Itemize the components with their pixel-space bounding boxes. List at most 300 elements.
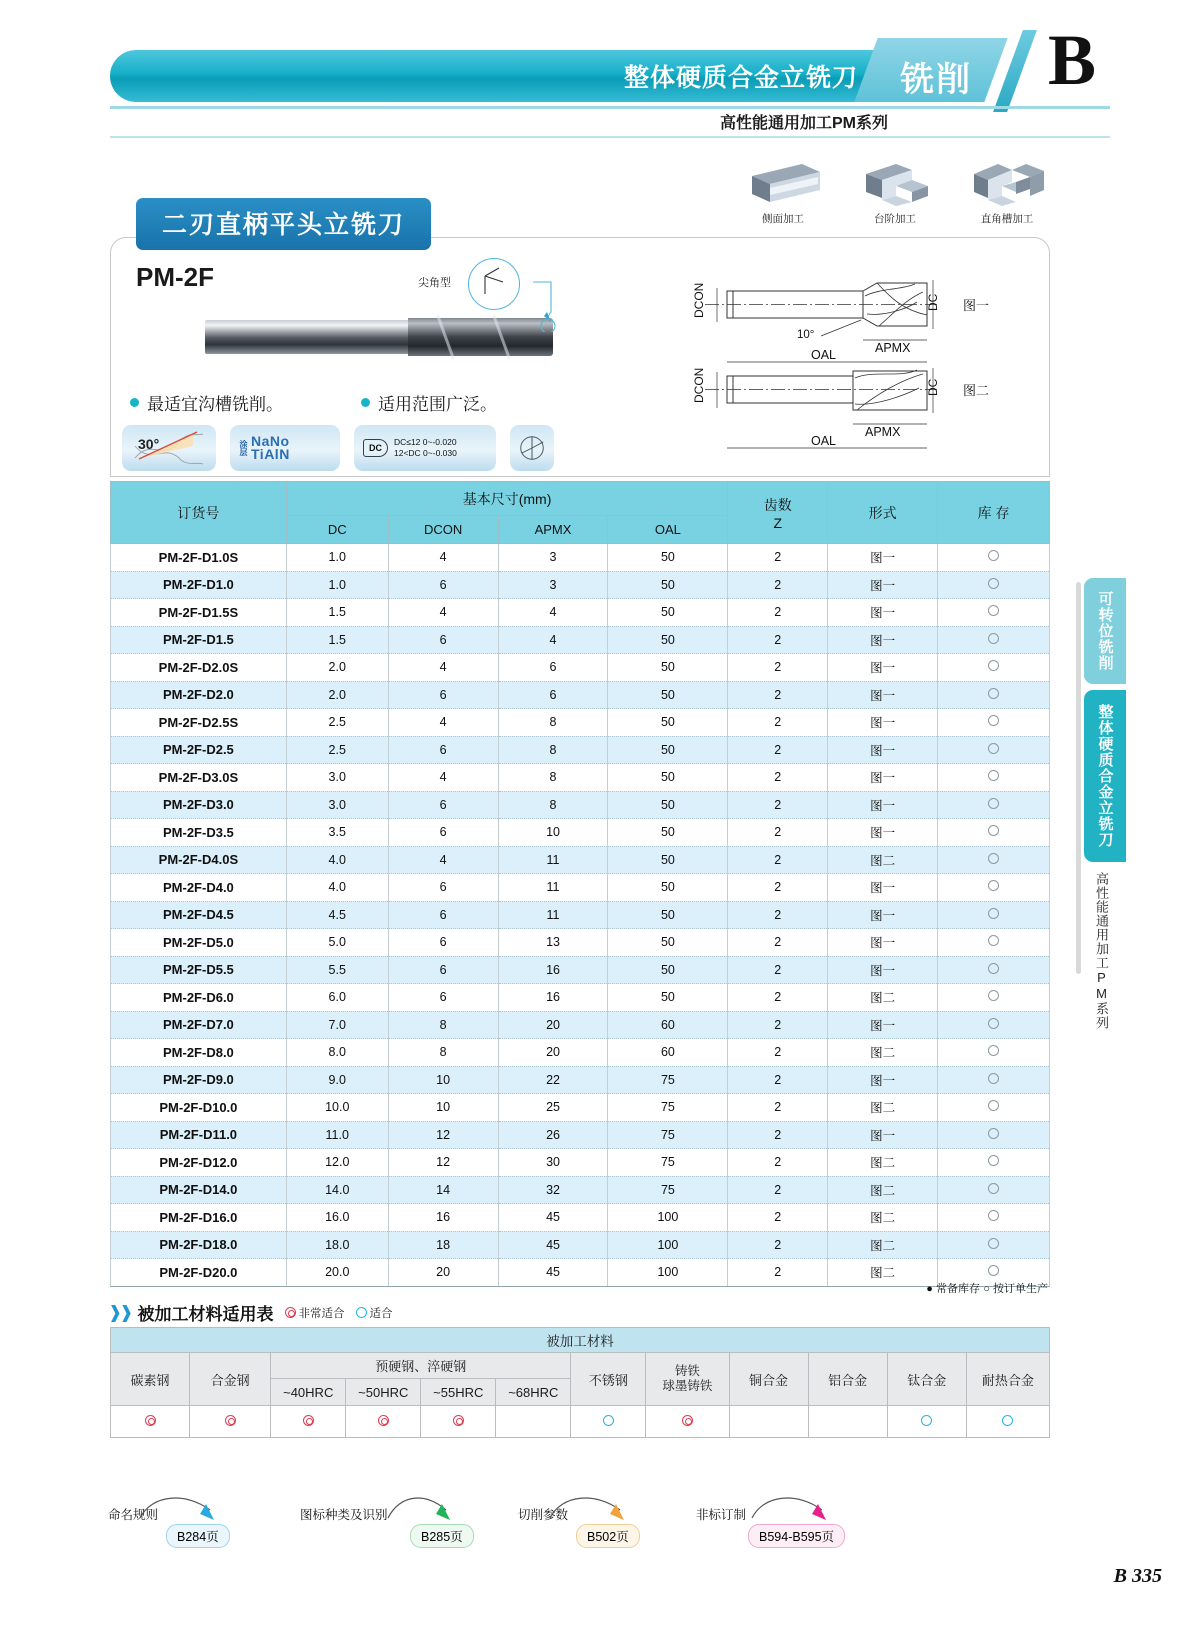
th-mat-1: 合金钢 [190, 1353, 271, 1406]
header-banner-bar [110, 50, 880, 102]
cell-apmx: 8 [498, 736, 608, 764]
stock-open-ring-icon [988, 743, 999, 754]
cell-oal: 60 [608, 1011, 728, 1039]
table-row [111, 599, 1050, 627]
cell-form: 图一 [828, 544, 938, 572]
cell-code: PM-2F-D11.0 [111, 1121, 287, 1149]
cell-dc: 1.0 [286, 571, 388, 599]
cell-form: 图一 [828, 654, 938, 682]
cell-stock [938, 1121, 1050, 1149]
cell-code: PM-2F-D9.0 [111, 1066, 287, 1094]
cell-dc: 14.0 [286, 1176, 388, 1204]
cell-dcon: 6 [388, 901, 498, 929]
material-mark-row [111, 1406, 1050, 1438]
footer-link-page[interactable]: B502页 [576, 1524, 640, 1548]
stock-open-ring-icon [988, 798, 999, 809]
cell-dc: 18.0 [286, 1231, 388, 1259]
table-row [111, 929, 1050, 957]
cell-oal: 100 [608, 1204, 728, 1232]
helix-angle-value: 30° [138, 436, 160, 452]
cell-apmx: 3 [498, 544, 608, 572]
material-mark-cell [271, 1406, 346, 1438]
table-row [111, 571, 1050, 599]
double-ring-icon [378, 1415, 389, 1426]
cell-form: 图二 [828, 1231, 938, 1259]
cell-dc: 5.0 [286, 929, 388, 957]
footer-link-label: 图标种类及识别 [300, 1508, 388, 1522]
cell-oal: 50 [608, 681, 728, 709]
stock-open-ring-icon [988, 963, 999, 974]
th-mat-9: 铝合金 [808, 1353, 887, 1406]
material-mark-cell [346, 1406, 421, 1438]
cell-teeth: 2 [728, 1231, 828, 1259]
cell-dcon: 4 [388, 599, 498, 627]
cell-oal: 50 [608, 571, 728, 599]
cell-form: 图一 [828, 709, 938, 737]
operation-icon-square-slot [964, 158, 1050, 226]
cell-apmx: 11 [498, 874, 608, 902]
footer-link-page[interactable]: B285页 [410, 1524, 474, 1548]
cell-oal: 50 [608, 654, 728, 682]
cell-code: PM-2F-D3.0 [111, 791, 287, 819]
cell-dc: 1.5 [286, 626, 388, 654]
cell-stock [938, 681, 1050, 709]
tolerance-badge [354, 425, 496, 471]
table-row [111, 984, 1050, 1012]
bullet-text: 最适宜沟槽铣削。 [147, 395, 283, 414]
stock-open-ring-icon [988, 1100, 999, 1111]
cell-dcon: 18 [388, 1231, 498, 1259]
table-row [111, 901, 1050, 929]
cell-dc: 2.5 [286, 709, 388, 737]
cell-code: PM-2F-D12.0 [111, 1149, 287, 1177]
cell-dcon: 10 [388, 1066, 498, 1094]
cell-code: PM-2F-D3.0S [111, 764, 287, 792]
cell-code: PM-2F-D4.0S [111, 846, 287, 874]
cell-code: PM-2F-D2.5 [111, 736, 287, 764]
operation-caption: 台阶加工 [874, 213, 916, 225]
cell-form: 图二 [828, 846, 938, 874]
cell-stock [938, 1149, 1050, 1177]
cell-stock [938, 1204, 1050, 1232]
stock-open-ring-icon [988, 1018, 999, 1029]
stock-open-ring-icon [988, 1045, 999, 1056]
table-row [111, 1121, 1050, 1149]
operation-icon-side-milling [740, 158, 826, 226]
cell-apmx: 4 [498, 599, 608, 627]
material-section-title: 被加工材料适用表 [137, 1305, 274, 1324]
side-tab-solid-carbide[interactable]: 整体硬质合金立铣刀 [1084, 690, 1126, 862]
cell-dcon: 6 [388, 874, 498, 902]
th-mat-5: ~68HRC [496, 1379, 571, 1406]
cell-form: 图一 [828, 736, 938, 764]
stock-open-ring-icon [988, 1128, 999, 1139]
side-tab-indexable-milling[interactable]: 可转位铣削 [1084, 578, 1126, 684]
operation-caption: 直角槽加工 [980, 213, 1034, 225]
cell-dcon: 4 [388, 654, 498, 682]
cell-teeth: 2 [728, 1066, 828, 1094]
cell-form: 图一 [828, 929, 938, 957]
cell-code: PM-2F-D16.0 [111, 1204, 287, 1232]
cell-code: PM-2F-D10.0 [111, 1094, 287, 1122]
operation-caption: 侧面加工 [762, 213, 804, 225]
cell-dcon: 4 [388, 544, 498, 572]
cell-code: PM-2F-D2.5S [111, 709, 287, 737]
cell-stock [938, 956, 1050, 984]
tip-callout-leader [455, 252, 575, 332]
cell-dc: 4.5 [286, 901, 388, 929]
cell-stock [938, 544, 1050, 572]
cell-teeth: 2 [728, 571, 828, 599]
cell-teeth: 2 [728, 874, 828, 902]
spec-table-body [111, 544, 1050, 1287]
th-mat-7: 铸铁 球墨铸铁 [646, 1353, 729, 1406]
table-row [111, 791, 1050, 819]
material-mark-cell [966, 1406, 1049, 1438]
cell-dcon: 6 [388, 984, 498, 1012]
cell-oal: 100 [608, 1259, 728, 1287]
th-mat-0: 碳素钢 [111, 1353, 190, 1406]
cell-form: 图一 [828, 1011, 938, 1039]
coating-badge [230, 425, 340, 471]
cell-dcon: 6 [388, 626, 498, 654]
two-flute-icon [519, 432, 545, 464]
th-dcon: DCON [388, 516, 498, 544]
th-teeth-line1: 齿数 [763, 496, 792, 513]
cell-teeth: 2 [728, 1094, 828, 1122]
cell-oal: 50 [608, 846, 728, 874]
th-teeth [728, 482, 828, 544]
bullet-dot-icon [130, 398, 139, 407]
product-title-pill: 二刃直柄平头立铣刀 [136, 198, 431, 250]
table-row [111, 1259, 1050, 1287]
feature-bullet [361, 390, 497, 415]
legend-good [356, 1305, 393, 1321]
cell-teeth: 2 [728, 654, 828, 682]
cell-stock [938, 1039, 1050, 1067]
cell-apmx: 8 [498, 709, 608, 737]
side-tab-group [1084, 578, 1126, 1030]
cell-form: 图二 [828, 1094, 938, 1122]
table-row [111, 736, 1050, 764]
cell-dc: 11.0 [286, 1121, 388, 1149]
cell-dc: 7.0 [286, 1011, 388, 1039]
table-row [111, 764, 1050, 792]
cell-form: 图一 [828, 599, 938, 627]
bullet-dot-icon [361, 398, 370, 407]
cell-apmx: 32 [498, 1176, 608, 1204]
cell-dc: 8.0 [286, 1039, 388, 1067]
square-slot-icon [964, 158, 1050, 208]
cell-code: PM-2F-D4.5 [111, 901, 287, 929]
feature-bullets [130, 390, 497, 415]
cell-teeth: 2 [728, 599, 828, 627]
cell-dc: 2.0 [286, 681, 388, 709]
cell-dcon: 4 [388, 709, 498, 737]
stock-open-ring-icon [988, 1210, 999, 1221]
double-ring-icon [225, 1415, 236, 1426]
table-row [111, 1204, 1050, 1232]
cell-dcon: 16 [388, 1204, 498, 1232]
cell-dcon: 6 [388, 791, 498, 819]
cell-teeth: 2 [728, 901, 828, 929]
th-mat-2: ~40HRC [271, 1379, 346, 1406]
cell-apmx: 45 [498, 1204, 608, 1232]
tip-type-label: 尖角型 [418, 277, 451, 289]
cell-code: PM-2F-D4.0 [111, 874, 287, 902]
cell-teeth: 2 [728, 1204, 828, 1232]
cell-code: PM-2F-D14.0 [111, 1176, 287, 1204]
th-dc: DC [286, 516, 388, 544]
stock-open-ring-icon [988, 660, 999, 671]
cell-dc: 3.0 [286, 764, 388, 792]
cell-dcon: 20 [388, 1259, 498, 1287]
cell-oal: 50 [608, 736, 728, 764]
header-rule-bottom [110, 136, 1110, 138]
cell-code: PM-2F-D2.0 [111, 681, 287, 709]
header-subtitle: 高性能通用加工PM系列 [719, 115, 888, 132]
table-row [111, 1231, 1050, 1259]
double-ring-icon [145, 1415, 156, 1426]
cell-code: PM-2F-D3.5 [111, 819, 287, 847]
cell-dcon: 6 [388, 956, 498, 984]
cell-apmx: 6 [498, 654, 608, 682]
table-row [111, 1176, 1050, 1204]
cell-teeth: 2 [728, 846, 828, 874]
cell-stock [938, 984, 1050, 1012]
th-oal: OAL [608, 516, 728, 544]
specification-table [110, 481, 1050, 1287]
cell-teeth: 2 [728, 984, 828, 1012]
stock-open-ring-icon [988, 1238, 999, 1249]
table-row [111, 956, 1050, 984]
table-row [111, 709, 1050, 737]
legend-best [285, 1305, 345, 1321]
cell-oal: 75 [608, 1094, 728, 1122]
cell-dcon: 4 [388, 846, 498, 874]
cell-apmx: 20 [498, 1011, 608, 1039]
table-row [111, 681, 1050, 709]
material-mark-cell [421, 1406, 496, 1438]
cell-stock [938, 764, 1050, 792]
coating-name-line1: NaNo [251, 433, 290, 449]
table-row [111, 1011, 1050, 1039]
table-row [111, 626, 1050, 654]
cell-stock [938, 901, 1050, 929]
engineering-drawings [665, 258, 1045, 463]
cell-stock [938, 1094, 1050, 1122]
footer-link-page[interactable]: B284页 [166, 1524, 230, 1548]
cell-oal: 50 [608, 874, 728, 902]
cell-teeth: 2 [728, 1039, 828, 1067]
cell-teeth: 2 [728, 681, 828, 709]
stock-open-ring-icon [988, 688, 999, 699]
cell-stock [938, 1011, 1050, 1039]
cell-teeth: 2 [728, 929, 828, 957]
coating-name-line2: TiAlN [251, 446, 290, 462]
cell-dc: 3.5 [286, 819, 388, 847]
feature-bullet [130, 390, 283, 415]
cell-stock [938, 736, 1050, 764]
cell-code: PM-2F-D1.5S [111, 599, 287, 627]
stock-open-ring-icon [988, 1155, 999, 1166]
material-marks-body [111, 1406, 1050, 1438]
stock-open-ring-icon [988, 825, 999, 836]
double-ring-icon [682, 1415, 693, 1426]
cell-stock [938, 874, 1050, 902]
cell-dc: 5.5 [286, 956, 388, 984]
footer-link-label: 非标订制 [696, 1508, 747, 1522]
cell-form: 图一 [828, 571, 938, 599]
cell-dc: 10.0 [286, 1094, 388, 1122]
cell-oal: 50 [608, 984, 728, 1012]
figure-two-drawing [692, 368, 989, 448]
cell-teeth: 2 [728, 709, 828, 737]
th-mat-8: 铜合金 [729, 1353, 808, 1406]
th-teeth-line2: Z [773, 514, 783, 531]
cell-apmx: 20 [498, 1039, 608, 1067]
stock-open-ring-icon [988, 1265, 999, 1276]
cell-stock [938, 929, 1050, 957]
cell-dc: 6.0 [286, 984, 388, 1012]
stock-legend-filled: ● 常备库存 [926, 1283, 980, 1295]
cell-stock [938, 819, 1050, 847]
material-mark-cell [571, 1406, 646, 1438]
cell-dcon: 10 [388, 1094, 498, 1122]
angle-label: 10° [797, 329, 815, 341]
stock-open-ring-icon [988, 770, 999, 781]
cell-dc: 16.0 [286, 1204, 388, 1232]
cell-dc: 20.0 [286, 1259, 388, 1287]
cell-dc: 4.0 [286, 846, 388, 874]
cell-apmx: 8 [498, 764, 608, 792]
cell-stock [938, 599, 1050, 627]
stock-legend [926, 1280, 1048, 1296]
cell-apmx: 26 [498, 1121, 608, 1149]
cell-dcon: 12 [388, 1121, 498, 1149]
cell-teeth: 2 [728, 791, 828, 819]
cell-form: 图一 [828, 956, 938, 984]
dcon-label-fig1: DCON [692, 282, 706, 318]
dc-symbol: DC [363, 439, 388, 457]
material-mark-cell [729, 1406, 808, 1438]
cell-oal: 50 [608, 626, 728, 654]
cell-form: 图二 [828, 1259, 938, 1287]
dc-label-fig2: DC [926, 378, 940, 396]
cell-dcon: 8 [388, 1039, 498, 1067]
cell-code: PM-2F-D5.5 [111, 956, 287, 984]
stock-open-ring-icon [988, 908, 999, 919]
feature-badge-group [122, 425, 554, 471]
material-mark-cell [887, 1406, 966, 1438]
cell-code: PM-2F-D1.0S [111, 544, 287, 572]
apmx-label-fig2: APMX [865, 425, 901, 439]
page-number: B 335 [1113, 1565, 1162, 1587]
cell-oal: 50 [608, 901, 728, 929]
footer-link-label: 命名规则 [108, 1508, 159, 1522]
legend-good-label: 适合 [369, 1307, 393, 1320]
th-basic-dims: 基本尺寸(mm) [286, 482, 728, 516]
side-milling-icon [740, 158, 826, 208]
th-mat-group-hardened: 预硬钢、淬硬钢 [271, 1353, 571, 1379]
cell-form: 图一 [828, 1066, 938, 1094]
cell-apmx: 45 [498, 1231, 608, 1259]
th-material-top: 被加工材料 [111, 1328, 1050, 1353]
cell-code: PM-2F-D6.0 [111, 984, 287, 1012]
cell-stock [938, 846, 1050, 874]
cell-apmx: 10 [498, 819, 608, 847]
cell-form: 图一 [828, 681, 938, 709]
cell-stock [938, 626, 1050, 654]
cell-dcon: 12 [388, 1149, 498, 1177]
cell-form: 图二 [828, 1204, 938, 1232]
operation-icon-group [740, 158, 1050, 226]
table-row [111, 544, 1050, 572]
cell-oal: 50 [608, 599, 728, 627]
cell-code: PM-2F-D18.0 [111, 1231, 287, 1259]
tolerance-line2: 12<DC 0~-0.030 [394, 448, 457, 458]
cell-teeth: 2 [728, 1121, 828, 1149]
header-banner-title: 整体硬质合金立铣刀 [623, 64, 858, 92]
header-rule-top [110, 106, 1110, 109]
single-ring-icon [603, 1415, 614, 1426]
stock-open-ring-icon [988, 935, 999, 946]
material-applicability-table [110, 1327, 1050, 1438]
cell-apmx: 11 [498, 846, 608, 874]
cell-teeth: 2 [728, 1011, 828, 1039]
cell-dcon: 6 [388, 736, 498, 764]
footer-link-group [108, 1488, 928, 1548]
cell-stock [938, 571, 1050, 599]
table-row [111, 654, 1050, 682]
cell-dc: 3.0 [286, 791, 388, 819]
cell-teeth: 2 [728, 1149, 828, 1177]
cell-apmx: 25 [498, 1094, 608, 1122]
cell-teeth: 2 [728, 956, 828, 984]
cell-form: 图一 [828, 819, 938, 847]
stock-open-ring-icon [988, 715, 999, 726]
cell-dc: 2.0 [286, 654, 388, 682]
cell-oal: 50 [608, 929, 728, 957]
stock-open-ring-icon [988, 1073, 999, 1084]
footer-link-page[interactable]: B594-B595页 [748, 1524, 845, 1548]
cell-stock [938, 791, 1050, 819]
cell-dcon: 6 [388, 929, 498, 957]
cell-dc: 9.0 [286, 1066, 388, 1094]
cell-oal: 50 [608, 819, 728, 847]
stock-open-ring-icon [988, 633, 999, 644]
cell-code: PM-2F-D20.0 [111, 1259, 287, 1287]
double-ring-icon [285, 1307, 296, 1318]
cell-form: 图一 [828, 791, 938, 819]
single-ring-icon [356, 1307, 367, 1318]
cell-apmx: 30 [498, 1149, 608, 1177]
cell-dc: 4.0 [286, 874, 388, 902]
cell-apmx: 4 [498, 626, 608, 654]
material-section-header [108, 1300, 393, 1325]
cell-code: PM-2F-D2.0S [111, 654, 287, 682]
cell-teeth: 2 [728, 819, 828, 847]
cell-dc: 1.5 [286, 599, 388, 627]
cell-dcon: 6 [388, 819, 498, 847]
single-ring-icon [921, 1415, 932, 1426]
th-order-no: 订货号 [111, 482, 287, 544]
cell-teeth: 2 [728, 736, 828, 764]
footer-link-label: 切削参数 [518, 1508, 569, 1522]
stock-open-ring-icon [988, 605, 999, 616]
cell-form: 图一 [828, 626, 938, 654]
cell-dc: 2.5 [286, 736, 388, 764]
